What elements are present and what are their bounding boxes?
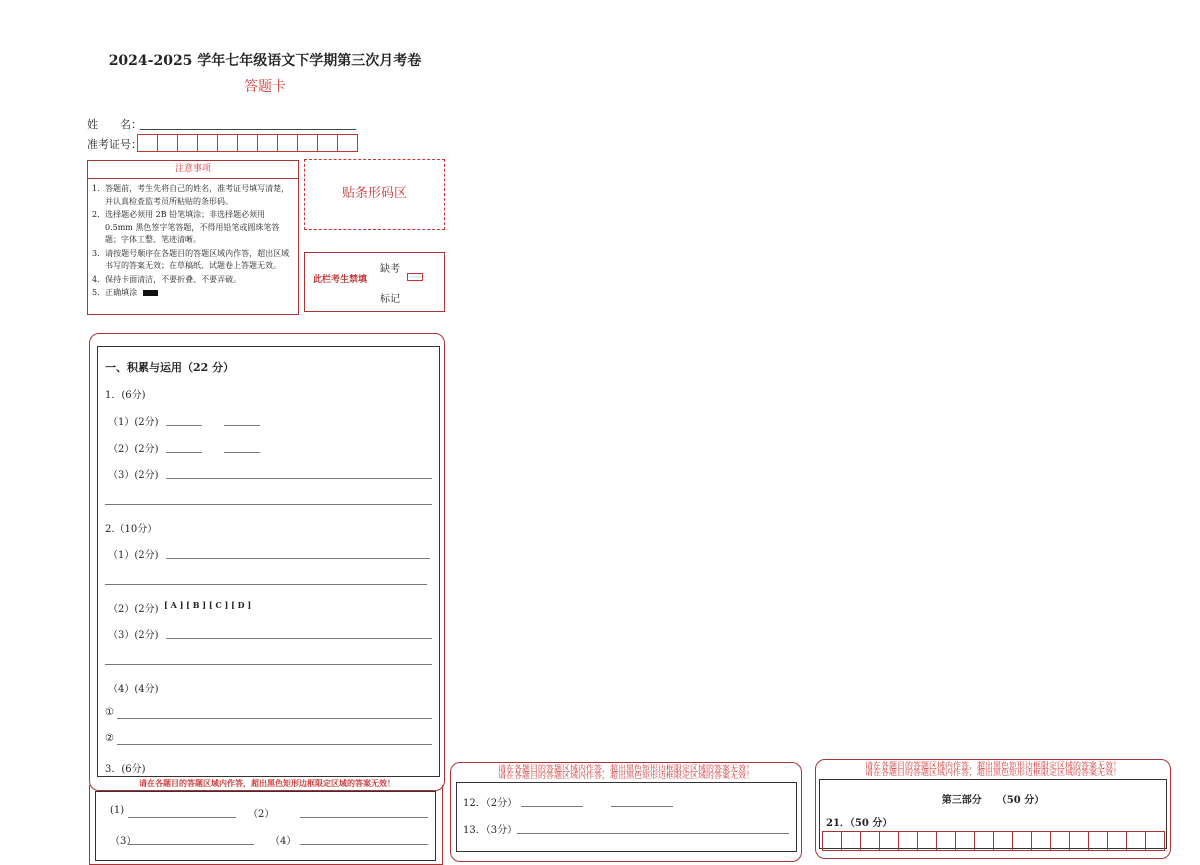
section2-box xyxy=(456,782,797,852)
section1-continued-box xyxy=(95,791,436,861)
notice-item: 3．请按题号顺序在各题目的答题区域内作答，超出区域书写的答案无效；在草稿纸、试题卷上答题无效。 xyxy=(92,248,290,270)
question-21: 21．（50 分） xyxy=(826,818,893,829)
answer-line[interactable] xyxy=(128,816,236,818)
warning-text: 请在各题目的答题区域内作答，超出黑色矩形边框限定区域的答案无效！ xyxy=(865,768,1121,777)
absent-mark-box xyxy=(304,252,445,312)
section1-title: 一、积累与运用（22 分） xyxy=(105,361,235,374)
question-2: 2.（10分） xyxy=(105,524,158,535)
choice-options[interactable]: [ A ] [ B ] [ C ] [ D ] xyxy=(164,600,252,610)
warning-text: 请在各题目的答题区域内作答，超出黑色矩形边框限定区域的答案无效！ xyxy=(865,761,1121,770)
question-1-1: （1）(2分) xyxy=(108,417,159,428)
question-2-2: （2）(2分) xyxy=(108,604,159,615)
answer-line[interactable] xyxy=(166,451,202,453)
warning-text: 请在各题目的答题区域内作答，超出黑色矩形边框限定区域的答案无效！ xyxy=(139,778,395,788)
answer-line[interactable] xyxy=(300,816,428,818)
answer-line[interactable] xyxy=(117,743,432,745)
absent-mark-top: 缺考 xyxy=(380,264,400,275)
blank-2-label: （2） xyxy=(248,809,275,820)
notice-item: 4．保持卡面清洁，不要折叠、不要弄破。 xyxy=(92,274,242,284)
absent-checkbox[interactable] xyxy=(407,273,423,284)
answer-line[interactable] xyxy=(166,637,432,639)
answer-line[interactable] xyxy=(517,832,789,834)
question-2-3: （3）(2分) xyxy=(108,630,159,641)
answer-line[interactable] xyxy=(611,805,673,807)
answer-line[interactable] xyxy=(300,843,428,845)
exam-id-label: 准考证号： xyxy=(87,138,142,151)
part3-title: 第三部分 （50 分） xyxy=(941,795,1045,806)
answer-line[interactable] xyxy=(166,477,432,479)
page-title: 2024-2025 学年七年级语文下学期第三次月考卷 xyxy=(108,53,422,69)
name-label: 姓 名： xyxy=(87,118,142,131)
answer-line[interactable] xyxy=(105,663,432,665)
answer-line[interactable] xyxy=(128,843,254,845)
exam-id-boxes[interactable] xyxy=(138,134,358,152)
absent-mark-bottom: 标记 xyxy=(380,294,400,305)
notice-box xyxy=(87,160,299,315)
composition-grid[interactable] xyxy=(823,831,1165,851)
answer-line[interactable] xyxy=(166,424,202,426)
name-field[interactable] xyxy=(140,128,356,130)
page-subtitle: 答题卡 xyxy=(244,79,286,95)
question-3: 3．(6分) xyxy=(105,764,146,775)
question-12: 12．（2分） xyxy=(463,798,518,809)
answer-line[interactable] xyxy=(117,717,432,719)
answer-line[interactable] xyxy=(224,424,260,426)
answer-line[interactable] xyxy=(105,583,427,585)
absent-label: 此栏考生禁填 xyxy=(313,275,368,285)
warning-text: 请在各题目的答题区域内作答，超出黑色矩形边框限定区域的答案无效！ xyxy=(498,771,754,780)
section3-box xyxy=(819,779,1167,849)
answer-line[interactable] xyxy=(521,805,583,807)
notice-title: 注意事项 xyxy=(88,161,298,179)
notice-item: 2．选择题必须用 2B 铅笔填涂；非选择题必须用 0.5mm 黑色签字笔答题，不得用铅笔或圆珠笔答题；字体工整、笔迹清晰。 xyxy=(92,210,280,244)
barcode-area: 贴条形码区 xyxy=(304,159,445,230)
blank-4-label: （4） xyxy=(270,836,297,847)
notice-item: 5．正确填涂 xyxy=(92,287,294,300)
blank-3-label: （3） xyxy=(110,836,137,847)
question-2-4: （4）(4分) xyxy=(108,684,159,695)
circled-number: ② xyxy=(105,733,114,744)
question-1: 1．(6分) xyxy=(105,390,146,401)
notice-item: 1．答题前，考生先将自己的姓名，准考证号填写清楚，并认真检查监考员所粘贴的条形码。 xyxy=(92,184,290,206)
question-13: 13．（3分） xyxy=(463,825,518,836)
question-2-1: （1）(2分) xyxy=(108,550,159,561)
question-1-3: （3）(2分) xyxy=(108,470,159,481)
circled-number: ① xyxy=(105,707,114,718)
warning-text: 请在各题目的答题区域内作答，超出黑色矩形边框限定区域的答案无效！ xyxy=(498,764,754,773)
blank-1-label: (1) xyxy=(110,805,125,816)
answer-line[interactable] xyxy=(224,451,260,453)
section1-box xyxy=(97,346,440,777)
filled-mark-icon xyxy=(143,290,158,296)
answer-line[interactable] xyxy=(166,557,430,559)
question-1-2: （2）(2分) xyxy=(108,444,159,455)
answer-line[interactable] xyxy=(105,503,432,505)
